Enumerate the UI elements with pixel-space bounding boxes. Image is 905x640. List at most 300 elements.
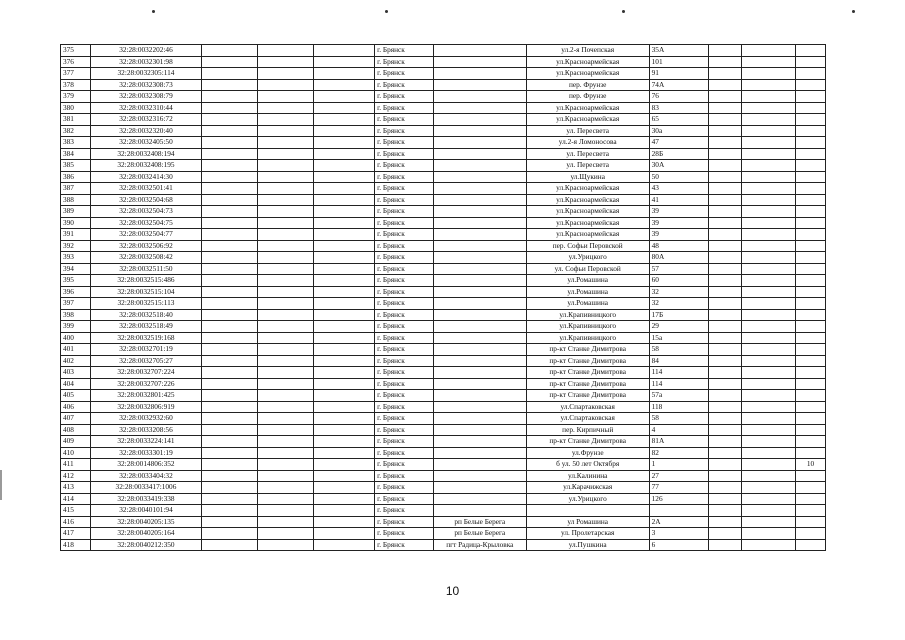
table-cell: [741, 390, 795, 402]
table-cell: [257, 378, 314, 390]
table-cell: [796, 286, 826, 298]
table-cell: [796, 516, 826, 528]
table-row: [61, 183, 826, 195]
table-cell: 10: [796, 459, 826, 471]
table-cell: [257, 447, 314, 459]
table-cell: [202, 516, 258, 528]
table-cell: 387: [61, 183, 91, 195]
table-cell: 32: [649, 286, 709, 298]
table-cell: 114: [649, 378, 709, 390]
table-cell: [314, 114, 375, 126]
table-cell: [433, 298, 526, 310]
table-cell: [433, 229, 526, 241]
table-cell: [433, 148, 526, 160]
table-cell: [433, 332, 526, 344]
table-cell: 402: [61, 355, 91, 367]
table-cell: [709, 79, 741, 91]
table-cell: [433, 137, 526, 149]
table-cell: 32:28:0032504:75: [90, 217, 201, 229]
table-cell: [796, 470, 826, 482]
table-cell: [741, 309, 795, 321]
table-cell: 409: [61, 436, 91, 448]
table-cell: 386: [61, 171, 91, 183]
table-cell: [202, 171, 258, 183]
table-cell: [709, 505, 741, 517]
table-cell: 74А: [649, 79, 709, 91]
table-cell: 32:28:0033224:141: [90, 436, 201, 448]
table-cell: [257, 217, 314, 229]
table-row: [61, 263, 826, 275]
table-cell: пер. Фрунзе: [526, 91, 649, 103]
table-cell: 32:28:0032405:50: [90, 137, 201, 149]
table-cell: ул.Крапивницкого: [526, 332, 649, 344]
table-cell: [202, 137, 258, 149]
table-cell: [796, 148, 826, 160]
table-cell: [741, 240, 795, 252]
table-cell: ул.Крапивницкого: [526, 321, 649, 333]
table-cell: [257, 171, 314, 183]
table-cell: 4: [649, 424, 709, 436]
table-cell: [741, 436, 795, 448]
table-cell: [709, 286, 741, 298]
table-cell: г. Брянск: [375, 217, 434, 229]
table-cell: 380: [61, 102, 91, 114]
table-cell: [741, 413, 795, 425]
table-cell: ул.Урицкого: [526, 252, 649, 264]
table-cell: 1: [649, 459, 709, 471]
table-row: [61, 413, 826, 425]
table-cell: [202, 275, 258, 287]
table-cell: [257, 194, 314, 206]
table-cell: 60: [649, 275, 709, 287]
table-cell: [314, 378, 375, 390]
table-cell: [796, 436, 826, 448]
table-cell: [741, 482, 795, 494]
table-row: [61, 79, 826, 91]
table-cell: 32:28:0032202:46: [90, 45, 201, 57]
table-cell: 32:28:0033419:338: [90, 493, 201, 505]
table-cell: [202, 344, 258, 356]
table-row: [61, 390, 826, 402]
table-cell: [796, 114, 826, 126]
table-cell: [314, 528, 375, 540]
table-cell: [796, 344, 826, 356]
table-row: [61, 45, 826, 57]
table-cell: [433, 470, 526, 482]
table-cell: [796, 79, 826, 91]
table-cell: [202, 413, 258, 425]
table-cell: [433, 424, 526, 436]
table-cell: [433, 79, 526, 91]
table-cell: [741, 528, 795, 540]
table-cell: [796, 125, 826, 137]
table-cell: [709, 263, 741, 275]
table-cell: [796, 413, 826, 425]
table-cell: г. Брянск: [375, 378, 434, 390]
table-cell: 383: [61, 137, 91, 149]
table-row: [61, 229, 826, 241]
table-cell: 403: [61, 367, 91, 379]
table-cell: 384: [61, 148, 91, 160]
table-cell: [202, 332, 258, 344]
table-cell: ул.Калинина: [526, 470, 649, 482]
table-cell: [202, 102, 258, 114]
table-row: [61, 240, 826, 252]
table-cell: [433, 447, 526, 459]
table-cell: [314, 493, 375, 505]
table-cell: [257, 367, 314, 379]
table-cell: [202, 286, 258, 298]
table-cell: [796, 171, 826, 183]
table-cell: г. Брянск: [375, 470, 434, 482]
table-cell: 381: [61, 114, 91, 126]
table-cell: [202, 447, 258, 459]
table-cell: [709, 56, 741, 68]
table-cell: 101: [649, 56, 709, 68]
table-cell: г. Брянск: [375, 206, 434, 218]
table-cell: [202, 528, 258, 540]
table-row: [61, 298, 826, 310]
table-cell: [202, 240, 258, 252]
table-cell: ул.Красноармейская: [526, 68, 649, 80]
table-cell: [257, 125, 314, 137]
table-cell: [257, 344, 314, 356]
table-row: [61, 482, 826, 494]
table-cell: 32:28:0032515:104: [90, 286, 201, 298]
table-cell: 400: [61, 332, 91, 344]
table-cell: [709, 125, 741, 137]
table-cell: [433, 505, 526, 517]
table-cell: пр-кт Станке Димитрова: [526, 378, 649, 390]
table-cell: г. Брянск: [375, 194, 434, 206]
table-cell: [741, 355, 795, 367]
table-cell: пр-кт Станке Димитрова: [526, 355, 649, 367]
table-cell: 32:28:0032310:44: [90, 102, 201, 114]
table-cell: [433, 125, 526, 137]
table-cell: [741, 148, 795, 160]
table-cell: [257, 252, 314, 264]
table-cell: [709, 367, 741, 379]
table-cell: ул.Ромашина: [526, 298, 649, 310]
table-cell: [709, 355, 741, 367]
table-cell: 32:28:0040212:350: [90, 539, 201, 551]
table-cell: [796, 355, 826, 367]
table-cell: [649, 505, 709, 517]
table-cell: г. Брянск: [375, 459, 434, 471]
table-cell: 77: [649, 482, 709, 494]
table-cell: 32:28:0032408:195: [90, 160, 201, 172]
table-cell: [709, 45, 741, 57]
table-row: [61, 493, 826, 505]
scan-edge: [0, 470, 2, 500]
table-cell: г. Брянск: [375, 516, 434, 528]
table-cell: ул. Пролетарская: [526, 528, 649, 540]
table-cell: [741, 91, 795, 103]
table-cell: [709, 447, 741, 459]
table-cell: 32:28:0032504:68: [90, 194, 201, 206]
table-cell: [314, 148, 375, 160]
table-cell: г. Брянск: [375, 160, 434, 172]
table-cell: 32:28:0032806:919: [90, 401, 201, 413]
table-cell: [433, 56, 526, 68]
table-cell: [709, 148, 741, 160]
table-cell: 413: [61, 482, 91, 494]
table-cell: [257, 321, 314, 333]
table-cell: [202, 125, 258, 137]
table-cell: [796, 505, 826, 517]
table-cell: [741, 183, 795, 195]
table-cell: [314, 424, 375, 436]
table-cell: [796, 447, 826, 459]
table-cell: [257, 229, 314, 241]
table-cell: [257, 505, 314, 517]
table-cell: [257, 286, 314, 298]
table-cell: [796, 45, 826, 57]
table-cell: рп Белые Берега: [433, 528, 526, 540]
table-cell: 50: [649, 171, 709, 183]
table-cell: 394: [61, 263, 91, 275]
table-cell: 15а: [649, 332, 709, 344]
table-cell: [257, 413, 314, 425]
table-cell: [257, 459, 314, 471]
table-cell: г. Брянск: [375, 447, 434, 459]
table-cell: ул.Красноармейская: [526, 183, 649, 195]
table-cell: ул.Красноармейская: [526, 194, 649, 206]
table-cell: [202, 505, 258, 517]
table-cell: 415: [61, 505, 91, 517]
table-row: [61, 206, 826, 218]
table-cell: 32:28:0032508:42: [90, 252, 201, 264]
table-cell: ул.Фрунзе: [526, 447, 649, 459]
table-cell: ул.2-я Почепская: [526, 45, 649, 57]
table-cell: [709, 413, 741, 425]
table-cell: г. Брянск: [375, 332, 434, 344]
table-cell: 84: [649, 355, 709, 367]
table-cell: [709, 206, 741, 218]
table-cell: [314, 539, 375, 551]
table-cell: 41: [649, 194, 709, 206]
table-cell: [741, 286, 795, 298]
table-cell: 391: [61, 229, 91, 241]
table-cell: [796, 539, 826, 551]
table-cell: г. Брянск: [375, 229, 434, 241]
table-cell: [433, 102, 526, 114]
table-cell: [796, 252, 826, 264]
table-cell: [433, 493, 526, 505]
table-cell: [741, 68, 795, 80]
parcel-table: [60, 44, 826, 551]
table-cell: 32:28:0032515:113: [90, 298, 201, 310]
table-cell: [433, 413, 526, 425]
table-cell: [433, 263, 526, 275]
table-cell: г. Брянск: [375, 505, 434, 517]
table-row: [61, 217, 826, 229]
table-cell: 32:28:0032515:486: [90, 275, 201, 287]
table-cell: 57а: [649, 390, 709, 402]
table-cell: [314, 275, 375, 287]
table-cell: 32:28:0032506:92: [90, 240, 201, 252]
table-cell: ул.Крапивницкого: [526, 309, 649, 321]
table-cell: [433, 286, 526, 298]
table-cell: [257, 436, 314, 448]
table-cell: 30А: [649, 160, 709, 172]
table-cell: [741, 252, 795, 264]
table-cell: [314, 321, 375, 333]
table-cell: [314, 332, 375, 344]
table-cell: [741, 298, 795, 310]
table-cell: 83: [649, 102, 709, 114]
table-cell: [796, 493, 826, 505]
table-row: [61, 367, 826, 379]
table-cell: [314, 137, 375, 149]
table-cell: [796, 275, 826, 287]
table-cell: ул.Красноармейская: [526, 56, 649, 68]
table-cell: 398: [61, 309, 91, 321]
table-cell: [257, 56, 314, 68]
table-cell: 80А: [649, 252, 709, 264]
table-cell: 32:28:0032316:72: [90, 114, 201, 126]
table-cell: 401: [61, 344, 91, 356]
table-cell: [741, 56, 795, 68]
table-row: [61, 102, 826, 114]
table-cell: [257, 332, 314, 344]
table-cell: [433, 68, 526, 80]
table-cell: 32:28:0032518:40: [90, 309, 201, 321]
table-cell: 377: [61, 68, 91, 80]
table-cell: 57: [649, 263, 709, 275]
table-cell: [709, 390, 741, 402]
table-cell: [257, 424, 314, 436]
table-cell: [741, 102, 795, 114]
table-cell: ул.Красноармейская: [526, 229, 649, 241]
table-cell: 43: [649, 183, 709, 195]
table-cell: [257, 183, 314, 195]
table-cell: [314, 194, 375, 206]
table-cell: [741, 470, 795, 482]
table-cell: 32:28:0014806:352: [90, 459, 201, 471]
table-row: [61, 539, 826, 551]
table-cell: [709, 436, 741, 448]
table-cell: [741, 194, 795, 206]
table-cell: [741, 332, 795, 344]
table-cell: [433, 91, 526, 103]
table-cell: [741, 516, 795, 528]
table-cell: 32:28:0032308:79: [90, 91, 201, 103]
table-cell: [202, 68, 258, 80]
table-cell: [796, 482, 826, 494]
table-cell: 392: [61, 240, 91, 252]
table-cell: 32:28:0040205:164: [90, 528, 201, 540]
table-cell: [433, 378, 526, 390]
table-row: [61, 459, 826, 471]
table-cell: [796, 160, 826, 172]
table-cell: 412: [61, 470, 91, 482]
table-cell: 385: [61, 160, 91, 172]
table-cell: ул.Пушкина: [526, 539, 649, 551]
table-cell: [741, 114, 795, 126]
table-cell: [202, 493, 258, 505]
table-cell: [314, 505, 375, 517]
table-row: [61, 56, 826, 68]
table-cell: [314, 91, 375, 103]
table-cell: [202, 229, 258, 241]
table-cell: [741, 459, 795, 471]
table-cell: 379: [61, 91, 91, 103]
table-cell: [709, 229, 741, 241]
table-row: [61, 125, 826, 137]
table-cell: [741, 275, 795, 287]
table-cell: [433, 367, 526, 379]
table-cell: 414: [61, 493, 91, 505]
table-row: [61, 137, 826, 149]
table-cell: [709, 275, 741, 287]
table-cell: пер. Кирпичный: [526, 424, 649, 436]
table-cell: г. Брянск: [375, 436, 434, 448]
table-row: [61, 470, 826, 482]
table-row: [61, 114, 826, 126]
table-cell: 48: [649, 240, 709, 252]
table-cell: 82: [649, 447, 709, 459]
table-cell: г. Брянск: [375, 91, 434, 103]
table-cell: [202, 160, 258, 172]
table-cell: 32:28:0032414:30: [90, 171, 201, 183]
table-cell: г. Брянск: [375, 79, 434, 91]
table-cell: [526, 505, 649, 517]
table-cell: [796, 137, 826, 149]
table-cell: б ул. 50 лет Октября: [526, 459, 649, 471]
table-cell: ул.Красноармейская: [526, 102, 649, 114]
table-cell: [257, 240, 314, 252]
table-cell: [709, 528, 741, 540]
table-cell: [709, 171, 741, 183]
table-cell: 404: [61, 378, 91, 390]
table-cell: [314, 298, 375, 310]
table-cell: [709, 309, 741, 321]
table-cell: [433, 217, 526, 229]
table-cell: [796, 194, 826, 206]
table-cell: [796, 367, 826, 379]
table-cell: [709, 160, 741, 172]
table-cell: [709, 298, 741, 310]
table-cell: [314, 79, 375, 91]
table-cell: [202, 91, 258, 103]
table-cell: [433, 45, 526, 57]
table-cell: [314, 286, 375, 298]
table-row: [61, 378, 826, 390]
table-cell: [314, 68, 375, 80]
table-cell: [314, 206, 375, 218]
table-cell: 32:28:0032511:50: [90, 263, 201, 275]
table-cell: 47: [649, 137, 709, 149]
table-cell: [709, 516, 741, 528]
table-cell: [314, 413, 375, 425]
table-cell: 32:28:0033301:19: [90, 447, 201, 459]
table-cell: [257, 91, 314, 103]
table-row: [61, 194, 826, 206]
table-cell: [257, 160, 314, 172]
table-cell: 3: [649, 528, 709, 540]
table-cell: 118: [649, 401, 709, 413]
table-cell: [257, 539, 314, 551]
table-cell: 32:28:0032305:114: [90, 68, 201, 80]
table-cell: 32:28:0032932:60: [90, 413, 201, 425]
table-cell: [314, 344, 375, 356]
table-cell: [314, 183, 375, 195]
table-row: [61, 332, 826, 344]
table-cell: 417: [61, 528, 91, 540]
table-cell: пр-кт Станке Димитрова: [526, 436, 649, 448]
table-cell: [433, 459, 526, 471]
